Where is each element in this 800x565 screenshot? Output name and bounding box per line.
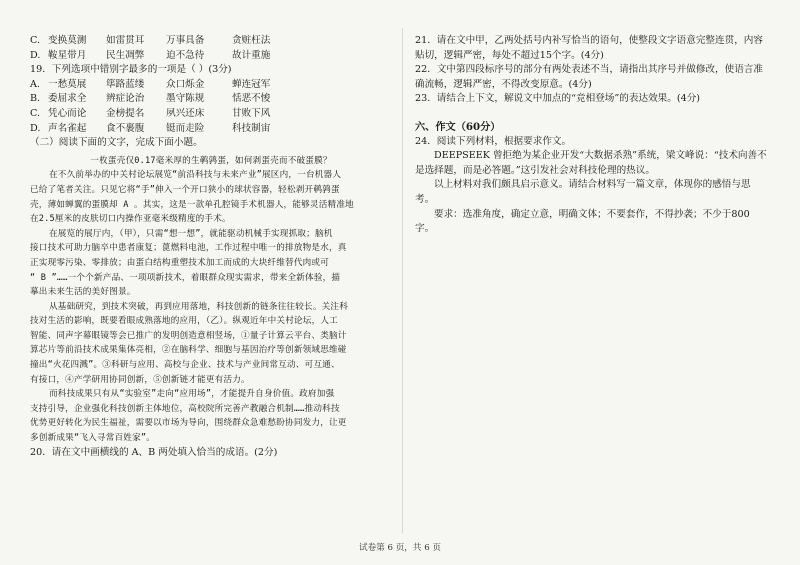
passage-line: 摹出未来生活的美好图景。 — [30, 287, 136, 298]
reading-passage — [30, 151, 392, 446]
section-two-heading: （二）阅读下面的文字，完成下面小题。 — [30, 137, 203, 149]
passage-line: 优势更好转化为民生福祉，需要以市场为导向，围绕群众急难愁盼协同发力，让更 — [30, 418, 347, 429]
passage-line: 已给了笔者关注。只见它将“手”伸入一个开口狭小的球状容器，轻松剥开鹌鹑蛋 — [30, 184, 340, 195]
right-column — [415, 34, 775, 237]
q19-option-c: C. 凭心而论 金榜提名 夙兴还床 甘败下风 — [30, 107, 271, 119]
question-21-line: 21．请在文中甲，乙两处括号内补写恰当的语句，使整段文字语意完整连贯，内容 — [415, 35, 763, 46]
q19-option-a: A. 一愁莫展 筚路蓝缕 众口烁金 蝉连冠军 — [30, 78, 271, 90]
passage-line: 壳，薄如蝉翼的蛋膜却 A 。其实，这是一款单孔腔镜手术机器人，能够灵活精准地 — [30, 199, 354, 210]
q19-option-b: B. 委屈求全 辨症论治 墨守陈规 恬恶不悛 — [30, 93, 271, 105]
question-22-line: 确流畅，逻辑严密，不得改变原意。(4分) — [415, 78, 592, 90]
instruction-line: 以上材料对我们颇具启示意义。请结合材料写一篇文章，体现你的感悟与思 — [434, 179, 751, 191]
passage-line: “ B ”……一个个新产品、一项项新技术，着眼群众现实需求，带来全新体验，描 — [30, 272, 341, 283]
question-24: 24．阅读下列材料，根据要求作文。 — [415, 135, 572, 147]
option-row-d-prev: D. 鞍星带月 民生凋弊 迫不急待 故计重施 — [30, 49, 271, 61]
question-21-line: 贴切，逻辑严密，每处不超过15个字。(4分) — [415, 49, 604, 61]
question-23: 23．请结合上下文，解说文中加点的“竞相登场”的表达效果。(4分) — [415, 93, 701, 105]
page-footer: 试卷第 6 页，共 6 页 — [358, 543, 442, 553]
passage-line: 技对生活的影响，既要看眼成熟落地的应用，（乙）。纵观近年中关村论坛，人工 — [30, 316, 338, 327]
passage-line: 而科技成果只有从“实验室”走向“应用场”，才能提升自身价值。政府加强 — [49, 389, 335, 400]
section-six-heading: 六、作文（60分） — [415, 120, 501, 133]
passage-line: 多创新成果“飞入寻常百姓家”。 — [30, 433, 156, 444]
option-row-c-prev: C. 变换莫测 如雷贯耳 万事具备 贪赃枉法 — [30, 35, 271, 46]
requirements-line: 要求：选准角度，确定立意，明确文体；不要套作，不得抄袭；不少于800 — [434, 208, 750, 220]
passage-line: 在不久前举办的中关村论坛展览“前沿科技与未来产业”展区内，一台机器人 — [49, 170, 342, 181]
requirements-line: 字。 — [415, 223, 435, 235]
passage-title: 一枚蛋壳仅0.17毫米厚的生鹌鹑蛋，如何剥蛋壳而不破蛋膜？ — [90, 155, 332, 166]
material-line: DEEPSEEK 曾拒绝为某企业开发“大数据杀熟”系统，梁文峰说：“技术向善不 — [434, 150, 767, 162]
question-20: 20．请在文中画横线的 A、B 两处填入恰当的成语。(2分) — [30, 446, 278, 458]
q19-option-d: D. 声名雀起 食不裹腹 铤而走险 科技制宙 — [30, 122, 271, 134]
left-column — [30, 34, 392, 460]
passage-line: 支持引导，企业强化科技创新主体地位，高校院所完善产教融合机制……推动科技 — [30, 403, 340, 414]
passage-line: 在2.5厘米的皮肤切口内操作亚毫米级精度的手术。 — [30, 214, 231, 225]
column-divider — [402, 28, 403, 533]
material-line: 是选择题，而是必答题。”这引发社会对科技伦理的热议。 — [415, 164, 655, 176]
passage-line: 智能、同声字幕眼镜等会已推广的发明创造意相竖场，①量子计算云平台、类脑计 — [30, 330, 347, 341]
question-22-line: 22．文中第四段标序号的部分有两处表述不当，请指出其序号并做修改，使语言准 — [415, 64, 763, 76]
passage-line: 正实现零污染、零排放；由蛋白结构重塑技术加工而成的大块纤维替代肉或可 — [30, 257, 329, 268]
passage-line: 在展览的展厅内，（甲），只需“想一想”，就能驱动机械手实现抓取；脑机 — [49, 228, 333, 239]
instruction-line: 考。 — [415, 193, 435, 205]
passage-line: 撞出“火花四溅”。③科研与应用、高校与企业、技术与产业间常互动、可互通、 — [30, 360, 340, 371]
question-19-stem: 19．下列选项中错别字最多的一项是（ ）(3分) — [30, 64, 232, 76]
passage-line: 算芯片等前沿技术成果集体亮相，②在脑科学、细胞与基因治疗等创新领域思维碰 — [30, 345, 347, 356]
passage-line: 从基础研究，到技术突破，再到应用落地，科技创新的链条往往较长。关注科 — [49, 301, 348, 312]
passage-line: 有接口，④产学研用协同创新，⑤创新链才能更有活力。 — [30, 374, 250, 385]
passage-line: 接口技术可助力脑卒中患者康复；蓖燃料电池，工作过程中唯一的排放物是水，真 — [30, 243, 347, 254]
